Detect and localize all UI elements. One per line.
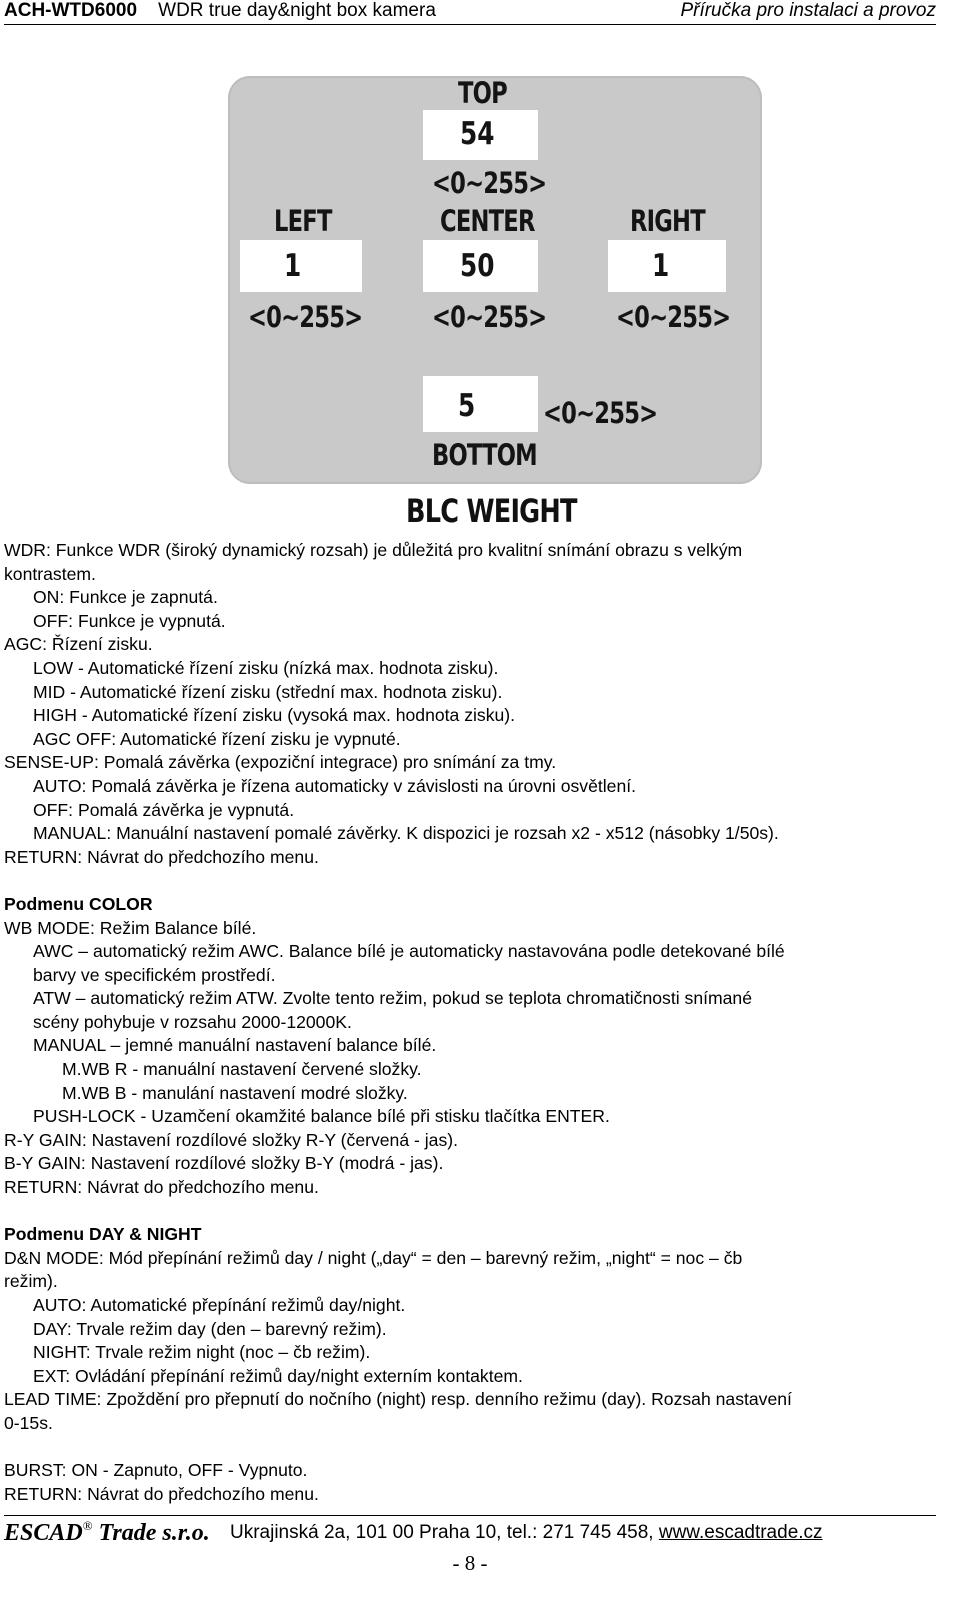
blank-line [4, 1436, 944, 1460]
osd-left-value: 1 [284, 248, 302, 284]
text-line: MANUAL: Manuální nastavení pomalé závěrky. K dispozici je rozsah x2 - x512 (násobky 1/50s). [33, 823, 779, 844]
text-line: AWC – automatický režim AWC. Balance bílé je automaticky nastavována podle detekované bílé [33, 941, 785, 962]
page-number: - 8 - [452, 1551, 488, 1575]
text-line: MID - Automatické řízení zisku (střední max. hodnota zisku). [33, 681, 503, 702]
text-line: kontrastem. [4, 563, 96, 584]
osd-right-value: 1 [652, 248, 670, 284]
blank-line [4, 1200, 944, 1224]
text-line: M.WB B - manulání nastavení modré složky. [62, 1082, 408, 1103]
text-line: LEAD TIME: Zpoždění pro přepnutí do nočního (night) resp. denního režimu (day). Rozsah nastavení [4, 1389, 792, 1410]
osd-right-range: <0~255> [616, 300, 731, 334]
osd-center-value: 50 [460, 248, 495, 284]
blc-weight-osd-screenshot [218, 70, 772, 540]
text-line: ON: Funkce je zapnutá. [33, 587, 218, 608]
text-line: AGC: Řízení zisku. [4, 634, 153, 655]
manual-title: Příručka pro instalaci a provoz [680, 0, 936, 21]
text-line: SENSE-UP: Pomalá závěrka (expoziční integrace) pro snímání za tmy. [4, 752, 557, 773]
blank-line [4, 869, 944, 893]
osd-top-value: 54 [460, 116, 495, 152]
osd-right-label: RIGHT [630, 204, 705, 238]
osd-bottom-value: 5 [458, 388, 476, 424]
text-line: barvy ve specifickém prostředí. [33, 964, 276, 985]
text-line: MANUAL – jemné manuální nastavení balance bílé. [33, 1035, 437, 1056]
osd-center-range: <0~255> [432, 300, 547, 334]
section-heading: Podmenu COLOR [4, 893, 153, 914]
text-line: scény pohybuje v rozsahu 2000-12000K. [33, 1011, 352, 1032]
text-line: NIGHT: Trvale režim night (noc – čb režim). [33, 1342, 371, 1363]
text-line: RETURN: Návrat do předchozího menu. [4, 1177, 319, 1198]
text-line: LOW - Automatické řízení zisku (nízká max. hodnota zisku). [33, 657, 499, 678]
text-line: 0-15s. [4, 1412, 53, 1433]
page-footer [4, 1515, 936, 1550]
osd-bottom-range: <0~255> [543, 396, 658, 430]
text-line: BURST: ON - Zapnuto, OFF - Vypnuto. [4, 1460, 308, 1481]
text-line: AUTO: Pomalá závěrka je řízena automaticky v závislosti na úrovni osvětlení. [33, 775, 637, 796]
body-text [4, 539, 944, 1506]
text-line: WB MODE: Režim Balance bílé. [4, 917, 257, 938]
text-line: AUTO: Automatické přepínání režimů day/night. [33, 1295, 406, 1315]
text-line: OFF: Funkce je vypnutá. [33, 610, 226, 631]
osd-top-range: <0~255> [432, 166, 547, 200]
text-line: RETURN: Návrat do předchozího menu. [4, 1483, 319, 1504]
text-line: ATW – automatický režim ATW. Zvolte tento režim, pokud se teplota chromatičnosti snímané [33, 988, 753, 1009]
text-line: AGC OFF: Automatické řízení zisku je vypnuté. [33, 728, 401, 749]
model-name: ACH-WTD6000 [4, 0, 138, 21]
website-link[interactable]: www.escadtrade.cz [658, 1522, 823, 1543]
company-address: Ukrajinská 2a, 101 00 Praha 10, tel.: 271 745 458, www.escadtrade.cz [230, 1522, 823, 1543]
company-name: ESCAD® Trade s.r.o. [4, 1518, 210, 1546]
text-line: RETURN: Návrat do předchozího menu. [4, 846, 319, 867]
text-line: M.WB R - manuální nastavení červené složky. [62, 1059, 422, 1080]
osd-center-label: CENTER [440, 204, 535, 238]
text-line: EXT: Ovládání přepínání režimů day/night externím kontaktem. [33, 1365, 523, 1386]
text-line: WDR: Funkce WDR (široký dynamický rozsah) je důležitá pro kvalitní snímání obrazu s velkým [4, 540, 743, 560]
osd-title: BLC WEIGHT [406, 492, 577, 530]
text-line: R-Y GAIN: Nastavení rozdílové složky R-Y (červená - jas). [4, 1129, 459, 1150]
text-line: HIGH - Automatické řízení zisku (vysoká max. hodnota zisku). [33, 705, 516, 726]
osd-left-label: LEFT [274, 204, 332, 238]
osd-bottom-box [423, 376, 538, 432]
text-line: PUSH-LOCK - Uzamčení okamžité balance bílé při stisku tlačítka ENTER. [33, 1106, 610, 1127]
osd-top-label: TOP [458, 76, 507, 110]
text-line: B-Y GAIN: Nastavení rozdílové složky B-Y (modrá - jas). [4, 1153, 444, 1174]
text-line: OFF: Pomalá závěrka je vypnutá. [33, 799, 295, 820]
text-line: DAY: Trvale režim day (den – barevný režim). [33, 1318, 387, 1339]
page-header [4, 0, 936, 25]
model-subtitle: WDR true day&night box kamera [158, 0, 436, 21]
section-heading: Podmenu DAY & NIGHT [4, 1224, 202, 1245]
osd-left-range: <0~255> [248, 300, 363, 334]
text-line: režim). [4, 1271, 58, 1292]
osd-bottom-label: BOTTOM [432, 438, 537, 472]
text-line: D&N MODE: Mód přepínání režimů day / night („day“ = den – barevný režim, „night“ = noc – čb [4, 1247, 743, 1268]
